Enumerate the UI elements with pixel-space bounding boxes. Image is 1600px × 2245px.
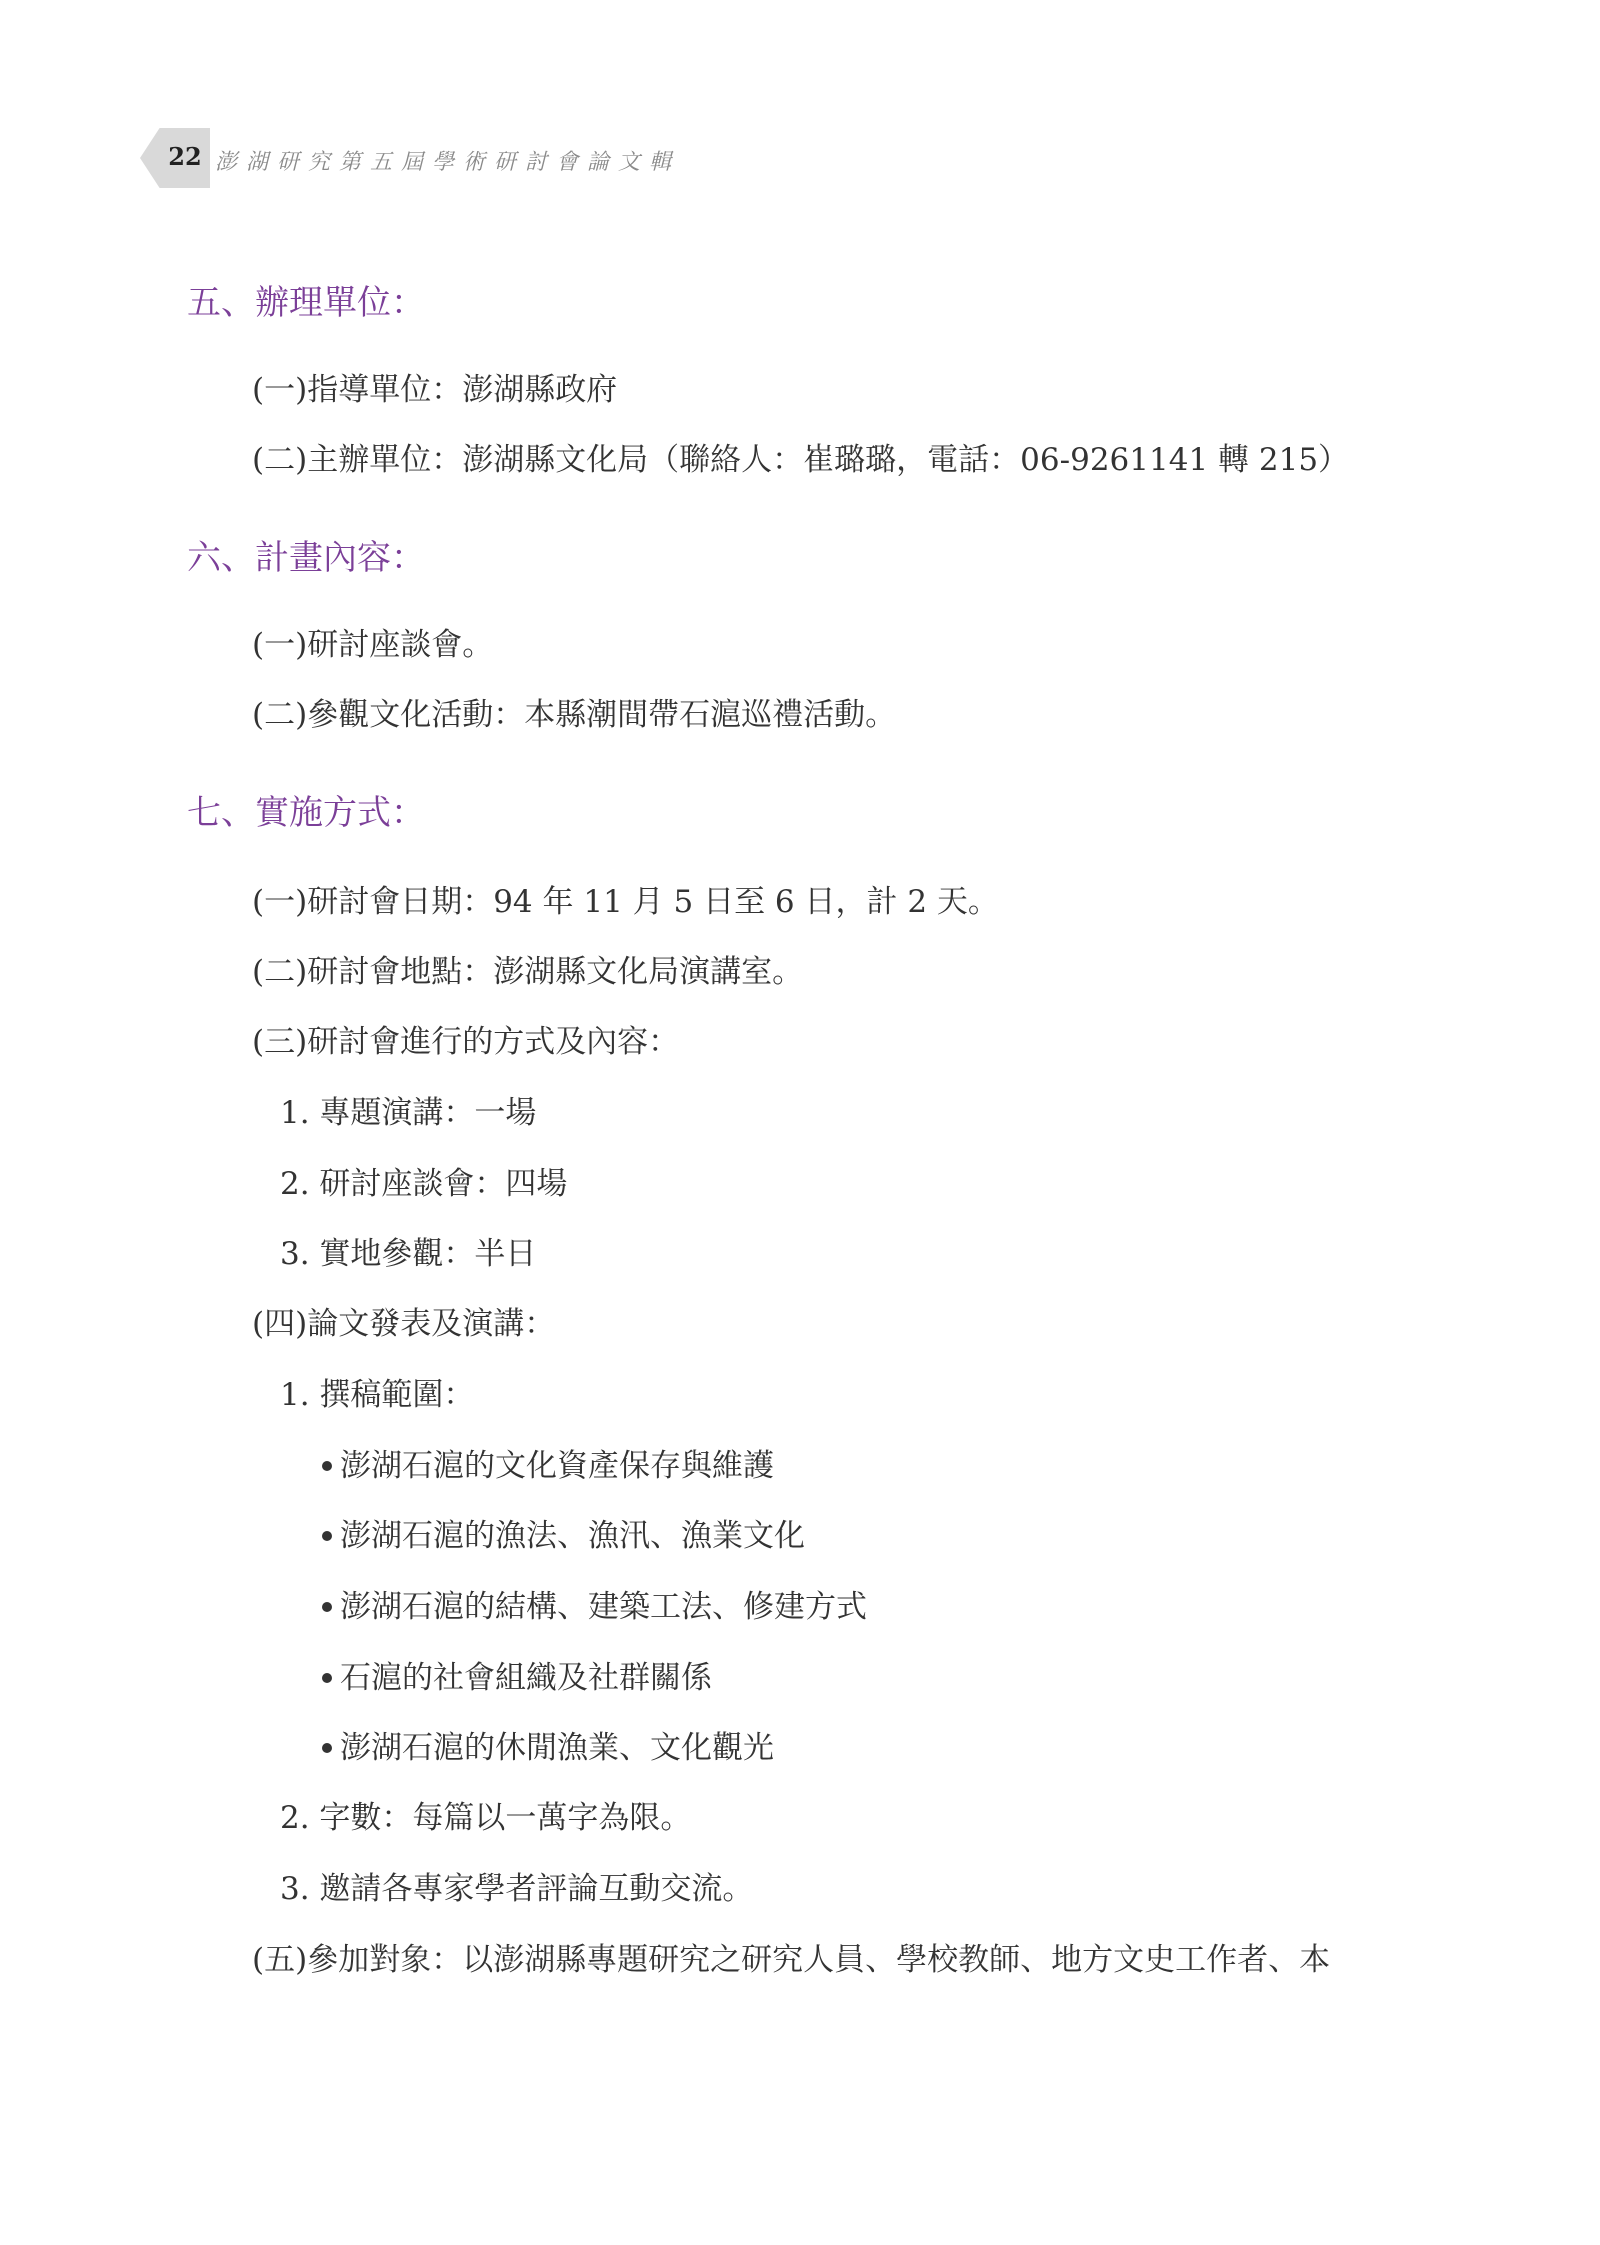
- bullet-item: [322, 1658, 712, 1698]
- bullet-text: 澎湖石滬的結構、建築工法、修建方式: [340, 1589, 867, 1625]
- section-heading: 六、計畫內容：: [187, 538, 425, 578]
- section-heading: 七、實施方式：: [187, 793, 425, 833]
- list-item: 1. 撰稿範圍：: [280, 1377, 475, 1413]
- bullet-text: 石滬的社會組織及社群關係: [340, 1660, 712, 1696]
- list-item: 2. 字數：每篇以一萬字為限。: [280, 1800, 692, 1836]
- bullet-text: 澎湖石滬的文化資產保存與維護: [340, 1448, 774, 1484]
- list-item: (五)參加對象：以澎湖縣專題研究之研究人員、學校教師、地方文史工作者、本: [252, 1942, 1331, 1978]
- list-item: (一)指導單位：澎湖縣政府: [252, 372, 618, 408]
- list-item: (三)研討會進行的方式及內容：: [252, 1024, 680, 1060]
- running-title: 澎湖研究第五屆學術研討會論文輯: [215, 150, 681, 175]
- list-item: 2. 研討座談會：四場: [280, 1166, 568, 1202]
- list-item: (二)研討會地點：澎湖縣文化局演講室。: [252, 954, 804, 990]
- bullet-item: [322, 1728, 774, 1768]
- bullet-icon: [322, 1602, 332, 1612]
- list-item: (四)論文發表及演講：: [252, 1306, 556, 1342]
- bullet-item: [322, 1516, 805, 1556]
- list-item: 3. 邀請各專家學者評論互動交流。: [280, 1871, 754, 1907]
- bullet-icon: [322, 1531, 332, 1541]
- list-item: (一)研討座談會。: [252, 627, 494, 663]
- bullet-text: 澎湖石滬的休閒漁業、文化觀光: [340, 1730, 774, 1766]
- bullet-item: [322, 1446, 774, 1486]
- bullet-item: [322, 1587, 867, 1627]
- page-number: 22: [168, 142, 202, 171]
- list-item: 1. 專題演講：一場: [280, 1095, 537, 1131]
- bullet-icon: [322, 1743, 332, 1753]
- section-heading: 五、辦理單位：: [187, 283, 425, 323]
- list-item: (二)參觀文化活動：本縣潮間帶石滬巡禮活動。: [252, 697, 897, 733]
- list-item: (一)研討會日期：94 年 11 月 5 日至 6 日，計 2 天。: [252, 884, 999, 920]
- bullet-icon: [322, 1461, 332, 1471]
- list-item: (二)主辦單位：澎湖縣文化局（聯絡人：崔璐璐，電話：06-9261141 轉 215）: [252, 442, 1350, 478]
- bullet-text: 澎湖石滬的漁法、漁汛、漁業文化: [340, 1518, 805, 1554]
- list-item: 3. 實地參觀：半日: [280, 1236, 537, 1272]
- bullet-icon: [322, 1673, 332, 1683]
